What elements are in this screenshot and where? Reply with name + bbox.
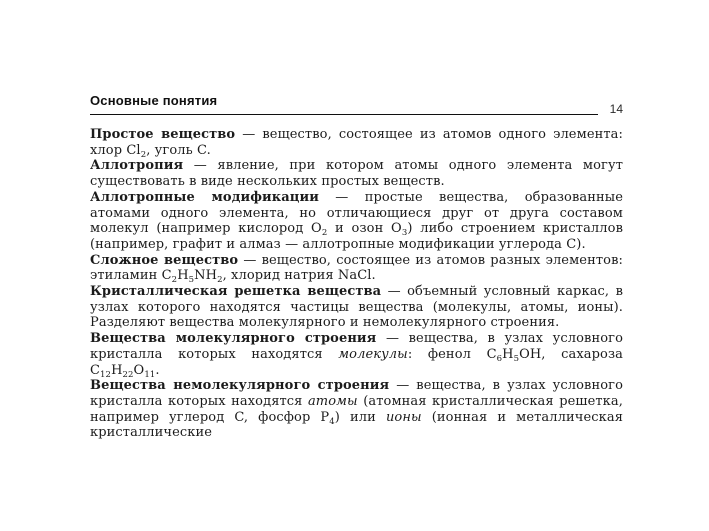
text-run: NH bbox=[194, 268, 218, 284]
definition-paragraph bbox=[90, 253, 623, 284]
subscript-run: 5 bbox=[513, 353, 520, 364]
term-bold-run: Аллотропные модификации bbox=[90, 189, 319, 205]
term-bold-run: Вещества молекулярного строения bbox=[90, 331, 377, 347]
text-run: , уголь C. bbox=[146, 142, 211, 158]
text-run: , хлорид натрия NaCl. bbox=[222, 268, 376, 284]
definition-paragraph bbox=[90, 158, 623, 189]
text-run: H bbox=[502, 346, 514, 362]
text-run: ) или bbox=[334, 409, 386, 425]
subscript-run: 2 bbox=[217, 275, 223, 286]
text-run: (ионная и металлическая кристаллические bbox=[90, 409, 623, 441]
text-run: — вещества, в узлах условного кристалла которых находятся bbox=[90, 378, 623, 409]
text-run: — объемный условный каркас, в узлах которого находятся частицы вещества (молекулы, атомы, ионы). Разделяют вещества молекулярного и немолекулярного строения. bbox=[90, 284, 623, 331]
page-number: 14 bbox=[609, 102, 623, 116]
subscript-run: 2 bbox=[171, 275, 178, 286]
header-underline-block bbox=[90, 92, 598, 115]
definition-paragraph bbox=[90, 331, 623, 378]
term-bold-run: Простое вещество bbox=[90, 127, 236, 142]
term-bold-run: Вещества немолекулярного строения bbox=[90, 378, 390, 394]
definition-paragraph bbox=[90, 190, 623, 253]
subscript-run: 2 bbox=[140, 149, 147, 160]
text-run: — вещество, состоящее из атомов разных элементов: этиламин C bbox=[90, 252, 623, 284]
text-run: ) либо строением кристаллов (например, графит и алмаз — аллотропные модификации углерода C). bbox=[90, 221, 623, 252]
text-run: O bbox=[133, 362, 145, 378]
subscript-run: 12 bbox=[100, 369, 112, 380]
subscript-run: 6 bbox=[496, 353, 503, 364]
text-run: — явление, при котором атомы одного элемента могут существовать в виде нескольких простых веществ. bbox=[90, 158, 623, 190]
text-run: : фенол C bbox=[407, 346, 497, 362]
italic-run: ионы bbox=[385, 409, 422, 425]
section-title: Основные понятия bbox=[90, 93, 218, 108]
definitions bbox=[90, 127, 623, 441]
definition-paragraph bbox=[90, 127, 623, 158]
text-run: H bbox=[111, 362, 123, 378]
definition-paragraph bbox=[90, 284, 623, 331]
subscript-run: 3 bbox=[401, 228, 408, 239]
text-run: OH, сахароза C bbox=[90, 346, 623, 378]
term-bold-run: Аллотропия bbox=[90, 158, 184, 174]
page-header bbox=[90, 92, 623, 115]
italic-run: молекулы bbox=[338, 346, 408, 362]
subscript-run: 11 bbox=[144, 369, 156, 380]
text-run: (атомная кристаллическая решетка, например углерод C, фосфор P bbox=[90, 393, 623, 425]
text-run: — вещество, состоящее из атомов одного элемента: хлор Cl bbox=[90, 127, 623, 158]
subscript-run: 4 bbox=[329, 416, 335, 427]
text-run: H bbox=[177, 268, 189, 284]
italic-run: атомы bbox=[307, 393, 358, 409]
subscript-run: 2 bbox=[321, 228, 328, 239]
page-content bbox=[90, 92, 623, 441]
text-run: . bbox=[155, 362, 160, 378]
subscript-run: 22 bbox=[122, 369, 134, 380]
text-run: — простые вещества, образованные атомами одного элемента, но отличающиеся друг от друга составом молекул (например кислород O bbox=[90, 189, 623, 237]
text-run: — вещества, в узлах условного кристалла которых находятся bbox=[90, 331, 623, 362]
definition-paragraph bbox=[90, 378, 623, 441]
term-bold-run: Кристаллическая решетка вещества bbox=[90, 284, 382, 300]
subscript-run: 5 bbox=[188, 275, 195, 286]
term-bold-run: Сложное вещество bbox=[90, 252, 239, 268]
text-run: и озон O bbox=[327, 221, 402, 237]
